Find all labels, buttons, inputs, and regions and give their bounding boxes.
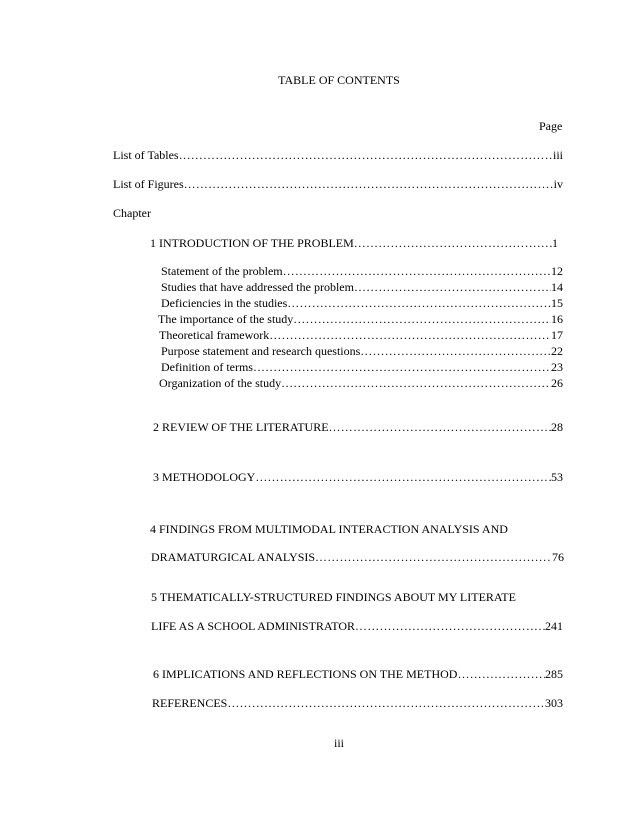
dot-leader: [354, 236, 552, 250]
chapter-label: Chapter: [113, 206, 151, 220]
toc-entry-list-of-figures: [113, 177, 563, 191]
entry-page: 1: [552, 236, 558, 250]
toc-entry-chapter-3: [153, 470, 563, 484]
dot-leader: [354, 280, 551, 294]
entry-label: DRAMATURGICAL ANALYSIS: [151, 550, 316, 564]
entry-page: 23: [551, 360, 563, 374]
chapter-5-title-line: 5 THEMATICALLY-STRUCTURED FINDINGS ABOUT MY LITERATE: [151, 590, 516, 604]
entry-label: Deficiencies in the studies: [161, 296, 288, 310]
entry-page: 14: [551, 280, 563, 294]
entry-label: 3 METHODOLOGY: [153, 470, 256, 484]
dot-leader: [281, 376, 551, 390]
entry-label: 2 REVIEW OF THE LITERATURE: [153, 420, 329, 434]
dot-leader: [360, 344, 551, 358]
toc-entry-section: [161, 264, 563, 278]
toc-entry-section: [161, 280, 563, 294]
entry-page: 53: [551, 470, 563, 484]
chapter-4-title-line: 4 FINDINGS FROM MULTIMODAL INTERACTION ANALYSIS AND: [150, 522, 508, 536]
entry-page: iii: [552, 148, 563, 162]
entry-page: 28: [551, 420, 563, 434]
dot-leader: [184, 177, 554, 191]
toc-entry-section: [158, 312, 563, 326]
dot-leader: [253, 360, 551, 374]
entry-label: Statement of the problem: [161, 264, 283, 278]
toc-entry-list-of-tables: [113, 148, 563, 162]
dot-leader: [329, 420, 551, 434]
entry-page: 26: [551, 376, 563, 390]
entry-label: List of Tables: [113, 148, 179, 162]
toc-entry-references: [152, 696, 563, 710]
dot-leader: [269, 328, 551, 342]
dot-leader: [283, 264, 551, 278]
entry-page: 12: [551, 264, 563, 278]
page-column-header: Page: [539, 119, 563, 133]
dot-leader: [255, 470, 551, 484]
toc-entry-section: [161, 296, 563, 310]
toc-entry-chapter-2: [153, 420, 563, 434]
entry-label: List of Figures: [113, 177, 184, 191]
entry-label: REFERENCES: [152, 696, 228, 710]
dot-leader: [179, 148, 553, 162]
dot-leader: [315, 550, 552, 564]
page-number: iii: [333, 736, 344, 750]
entry-label: Purpose statement and research questions: [161, 344, 361, 358]
entry-label: Theoretical framework: [159, 328, 270, 342]
toc-entry-section: [161, 360, 563, 374]
toc-entry-chapter-1: [150, 236, 558, 250]
entry-page: 285: [545, 667, 563, 681]
entry-label: LIFE AS A SCHOOL ADMINISTRATOR: [151, 619, 356, 633]
dot-leader: [293, 312, 551, 326]
dot-leader: [227, 696, 545, 710]
entry-label: 6 IMPLICATIONS AND REFLECTIONS ON THE METHOD: [153, 667, 458, 681]
toc-entry-section: [159, 376, 563, 390]
entry-label: 1 INTRODUCTION OF THE PROBLEM: [150, 236, 354, 250]
entry-page: iv: [553, 177, 563, 191]
entry-label: Definition of terms: [161, 360, 253, 374]
entry-label: Organization of the study: [159, 376, 282, 390]
entry-page: 76: [552, 550, 564, 564]
entry-page: 241: [545, 619, 563, 633]
entry-label: Studies that have addressed the problem: [161, 280, 354, 294]
toc-entry-chapter-4: [151, 550, 564, 564]
dot-leader: [457, 667, 545, 681]
toc-entry-section: [161, 344, 563, 358]
dot-leader: [287, 296, 551, 310]
toc-entry-chapter-5: [151, 619, 563, 633]
entry-page: 15: [551, 296, 563, 310]
toc-title: TABLE OF CONTENTS: [278, 73, 400, 87]
entry-page: 17: [551, 328, 563, 342]
dot-leader: [355, 619, 545, 633]
entry-page: 303: [545, 696, 563, 710]
entry-page: 16: [551, 312, 563, 326]
entry-page: 22: [551, 344, 563, 358]
entry-label: The importance of the study: [158, 312, 294, 326]
toc-entry-chapter-6: [153, 667, 563, 681]
toc-entry-section: [159, 328, 563, 342]
